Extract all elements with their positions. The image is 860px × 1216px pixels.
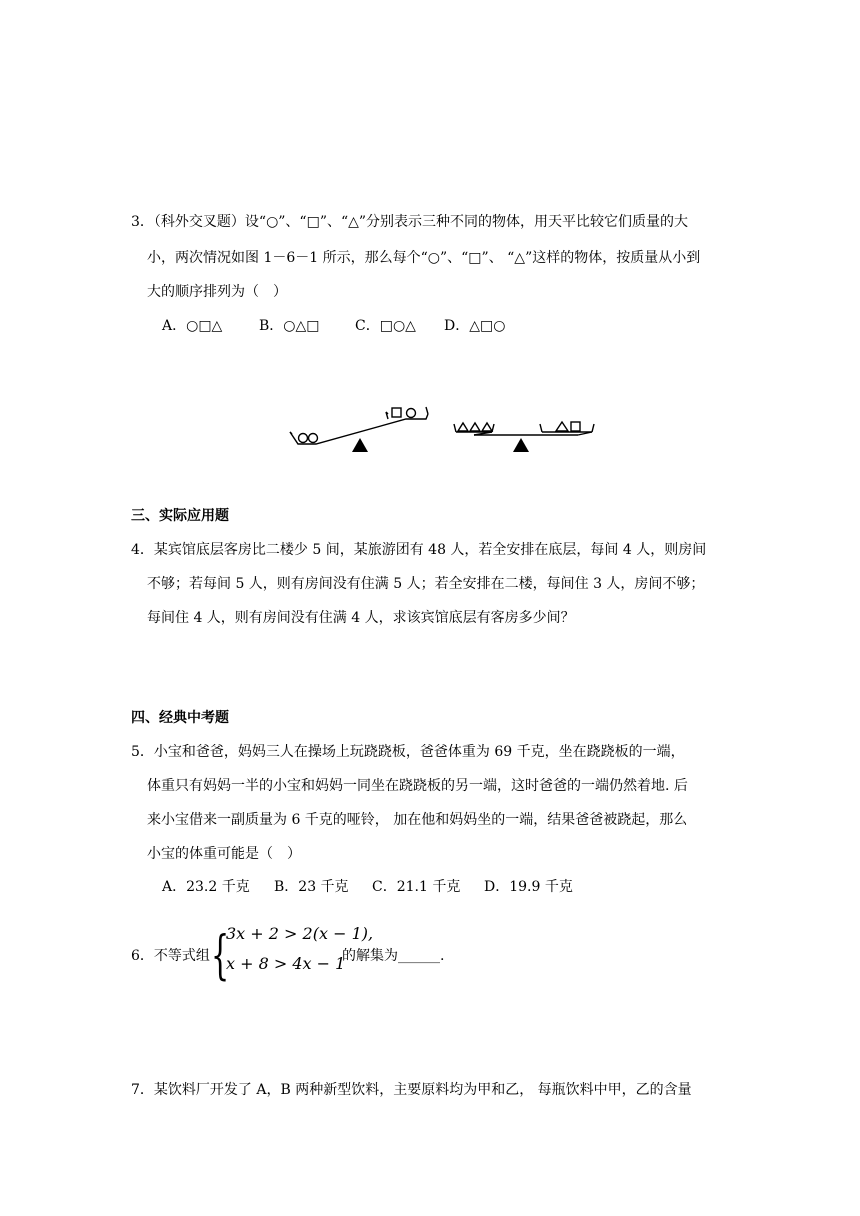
circle-object xyxy=(407,409,416,418)
balance-figure xyxy=(288,402,600,462)
q4-line-3: 每间住 4 人，则有房间没有住满 4 人，求该宾馆底层有客房多少间？ xyxy=(147,610,575,626)
q4-line-2: 不够；若每间 5 人，则有房间没有住满 5 人；若全安排在二楼，每间住 3 人，房间不够； xyxy=(147,576,705,592)
q6-inequality-1: 3x + 2 > 2(x − 1), xyxy=(226,924,374,943)
fulcrum-left xyxy=(352,438,368,452)
square-object xyxy=(392,408,401,417)
q5-option-c: C．21.1 千克 xyxy=(372,879,461,895)
circle-object xyxy=(309,434,318,443)
fulcrum-right xyxy=(513,438,529,452)
triangle-object xyxy=(482,423,492,431)
q5-option-d: D．19.9 千克 xyxy=(484,879,573,895)
q3-option-b: B．○△□ xyxy=(259,318,320,334)
q7-line-1: 7．某饮料厂开发了 A，B 两种新型饮料，主要原料均为甲和乙， 每瓶饮料中甲，乙的含量 xyxy=(131,1082,692,1098)
square-object xyxy=(571,422,580,431)
q5-option-b: B．23 千克 xyxy=(274,879,349,895)
q5-line-2: 体重只有妈妈一半的小宝和妈妈一同坐在跷跷板的另一端，这时爸爸的一端仍然着地. 后 xyxy=(147,778,688,794)
triangle-object xyxy=(556,422,568,431)
q5-options xyxy=(162,877,573,897)
q5-line-1: 5．小宝和爸爸，妈妈三人在操场上玩跷跷板，爸爸体重为 69 千克，坐在跷跷板的一端， xyxy=(131,744,685,760)
triangle-object xyxy=(470,423,480,431)
q6-prefix: 6．不等式组 xyxy=(131,948,210,964)
q6-inequality-2: x + 8 > 4x − 1 xyxy=(226,954,346,973)
circle-object xyxy=(299,434,308,443)
q3-line-3: 大的顺序排列为（ ） xyxy=(147,284,287,300)
section-heading-applied: 三、实际应用题 xyxy=(131,508,229,524)
q3-option-d: D．△□○ xyxy=(444,318,506,334)
q3-line-1: 3．（科外交叉题）设“○”、“□”、“△”分别表示三种不同的物体，用天平比较它们质量的大 xyxy=(131,214,689,230)
q3-option-c: C．□○△ xyxy=(355,318,416,334)
system-brace: { xyxy=(211,926,230,986)
section-heading-exam: 四、经典中考题 xyxy=(131,710,229,726)
triangle-object xyxy=(458,423,468,431)
q3-options xyxy=(162,316,505,336)
tilted-balance xyxy=(290,407,428,444)
q6-suffix: 的解集为______. xyxy=(342,948,445,964)
q5-line-4: 小宝的体重可能是（ ） xyxy=(147,846,301,862)
q4-line-1: 4．某宾馆底层客房比二楼少 5 间，某旅游团有 48 人，若全安排在底层，每间 4 人，则房间 xyxy=(131,542,707,558)
balance-scales-illustration xyxy=(288,402,600,458)
q3-line-2: 小，两次情况如图 1－6－1 所示，那么每个“○”、“□”、 “△”这样的物体，按质量从小到 xyxy=(147,250,701,266)
level-balance xyxy=(454,422,594,435)
q3-option-a: A．○□△ xyxy=(162,318,223,334)
q5-line-3: 来小宝借来一副质量为 6 千克的哑铃， 加在他和妈妈坐的一端，结果爸爸被跷起，那么 xyxy=(147,812,688,828)
q5-option-a: A．23.2 千克 xyxy=(162,879,250,895)
